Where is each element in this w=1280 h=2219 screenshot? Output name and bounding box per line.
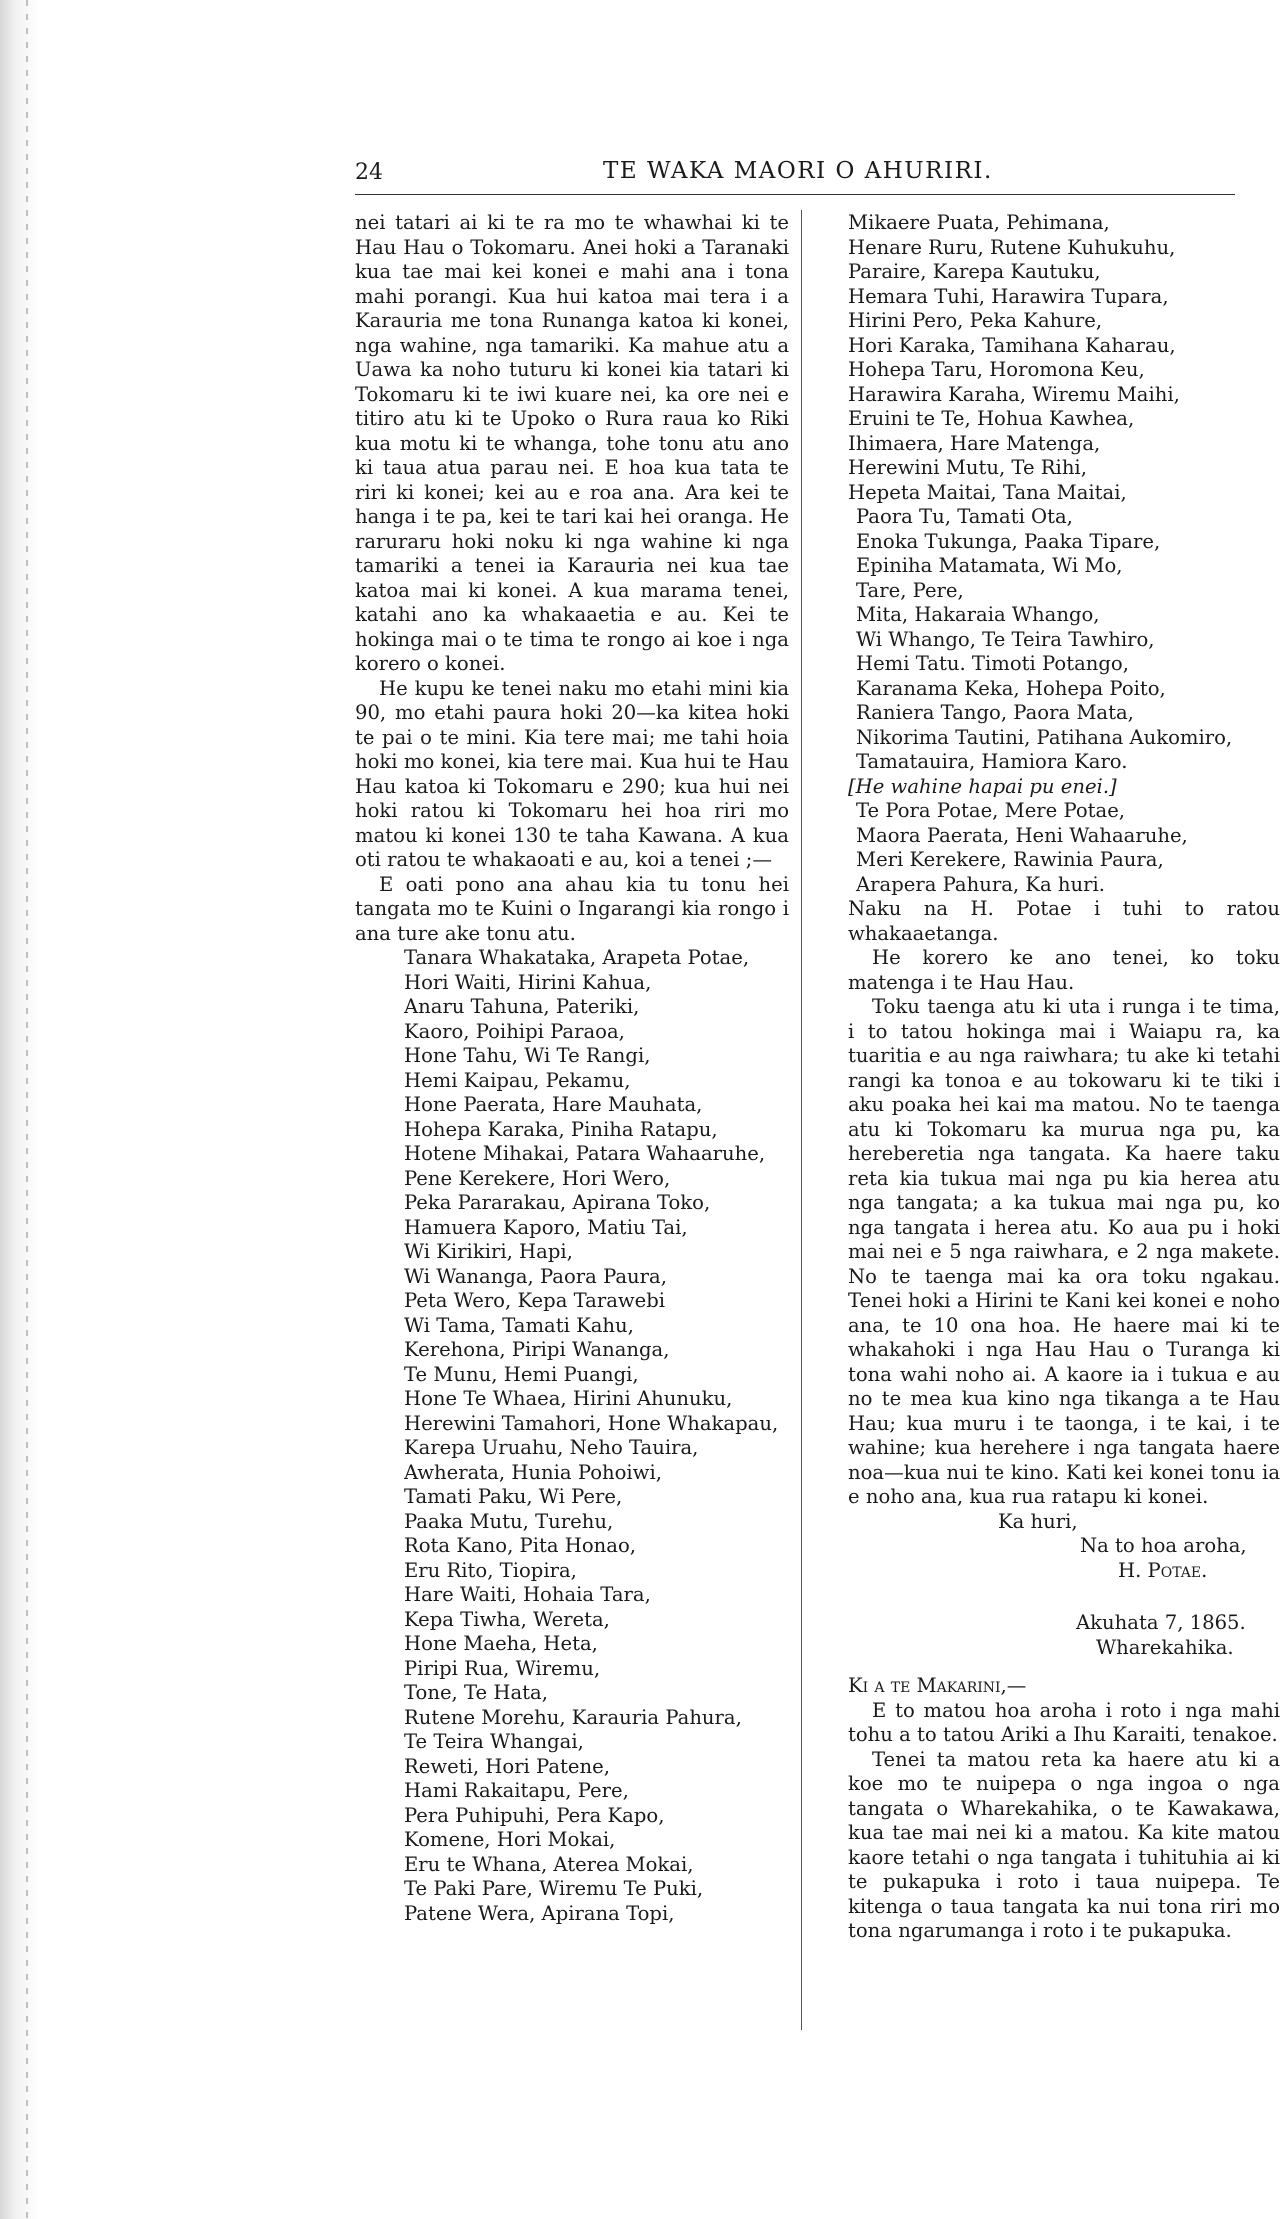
- list-item: Pene Kerekere, Hori Wero,: [404, 1166, 671, 1190]
- signature-closing: Ka huri,: [998, 1509, 1078, 1533]
- list-item: Hare Waiti, Hohaia Tara,: [404, 1583, 651, 1606]
- list-item: Rota Kano, Pita Honao,: [404, 1534, 636, 1557]
- list-item: Te Pora Potae, Mere Potae,: [856, 799, 1126, 822]
- list-item: Hohepa Taru, Horomona Keu,: [848, 358, 1145, 381]
- list-item: Wi Wananga, Paora Paura,: [404, 1264, 667, 1288]
- list-item: Kaoro, Poihipi Paraoa,: [404, 1019, 625, 1043]
- list-item: Tamati Paku, Wi Pere,: [404, 1485, 623, 1508]
- name-list: [355, 946, 789, 1926]
- paragraph: Naku na H. Potae i tuhi to ratou whakaaetanga.: [848, 897, 1280, 945]
- signature-valediction: Na to hoa aroha,: [1080, 1534, 1247, 1557]
- list-item: Peka Pararakau, Apirana Toko,: [404, 1191, 711, 1214]
- list-item: Mita, Hakaraia Whango,: [856, 603, 1100, 626]
- list-item: Arapera Pahura, Ka huri.: [856, 872, 1105, 896]
- list-item: Kepa Tiwha, Wereta,: [404, 1607, 610, 1631]
- list-item: Nikorima Tautini, Patihana Aukomiro,: [856, 725, 1233, 749]
- list-item: Tare, Pere,: [856, 578, 964, 602]
- paragraph: He korero ke ano tenei, ko toku matenga i te Hau Hau.: [848, 946, 1280, 994]
- list-item: Hori Waiti, Hirini Kahua,: [404, 970, 652, 994]
- page-number: 24: [355, 160, 383, 185]
- list-item: Patene Wera, Apirana Topi,: [404, 1901, 675, 1925]
- paragraph: E oati pono ana ahau kia tu tonu hei tangata mo te Kuini o Ingarangi kia rongo i ana ture ake tonu atu.: [355, 872, 789, 945]
- page-header: [355, 158, 1235, 194]
- list-item: Paaka Mutu, Turehu,: [404, 1509, 614, 1533]
- signature-name: H. Potae.: [1118, 1558, 1208, 1582]
- list-item: Mikaere Puata, Pehimana,: [848, 211, 1110, 234]
- list-item: Ihimaera, Hare Matenga,: [848, 431, 1101, 455]
- list-item: Hone Maeha, Heta,: [404, 1632, 598, 1655]
- list-item: Wi Kirikiri, Hapi,: [404, 1240, 573, 1263]
- list-item: Pera Puhipuhi, Pera Kapo,: [404, 1803, 665, 1827]
- header-rule: [355, 194, 1235, 195]
- list-item: Wi Tama, Tamati Kahu,: [404, 1313, 634, 1337]
- list-item: Hemi Kaipau, Pekamu,: [404, 1068, 631, 1092]
- list-item: Hori Karaka, Tamihana Kaharau,: [848, 333, 1176, 357]
- list-item: Hepeta Maitai, Tana Maitai,: [848, 480, 1127, 504]
- paragraph: nei tatari ai ki te ra mo te whawhai ki te Hau Hau o Tokomaru. Anei hoki a Taranaki kua tae mai kei konei e mahi ana i tona mahi porangi. Kua hui katoa mai tera i a Karauria me tona Runanga katoa ki konei, nga wahine, nga tamariki. Ka mahue atu a Uawa ka noho tuturu ki konei kia tatari ki Tokomaru ki te iwi kuare nei, ka ore nei e titiro atu ki te Upoko o Rura raua ko Riki kua motu ki te whanga, tohe tonu atu ano ki taua atua parau nei. E hoa kua tata te riri ki konei; kei au e roa ana. Ara kei te hanga i te pa, kei te tari kai hei oranga. He raruraru hoki noku ki nga wahine ki nga tamariki a tenei ia Karauria nei kua tae katoa mai ki konei. A kua marama tenei, katahi ano ka whakaaetia e au. Kei te hokinga mai o te tima te rongo ai koe i nga korero o konei.: [355, 211, 789, 675]
- right-column: [848, 211, 1280, 1944]
- list-item: Kerehona, Piripi Wananga,: [404, 1338, 670, 1361]
- list-item: Eru te Whana, Aterea Mokai,: [404, 1852, 694, 1876]
- list-item: Piripi Rua, Wiremu,: [404, 1656, 601, 1680]
- list-item: Hamuera Kaporo, Matiu Tai,: [404, 1215, 688, 1239]
- paragraph: E to matou hoa aroha i roto i nga mahi tohu a to tatou Ariki a Ihu Karaiti, tenakoe.: [848, 1698, 1280, 1746]
- paragraph: He kupu ke tenei naku mo etahi mini kia 90, mo etahi paura hoki 20—ka kitea hoki te pai o te mini. Kia tere mai; me tahi hoia hoki mo konei, kia tere mai. Kua hui te Hau Hau katoa ki Tokomaru e 290; kua hui nei hoki ratou ki Tokomaru hei hoa riri mo matou ki konei 130 te taha Kawana. A kua oti ratou te whakaoati e au, koi a tenei ;—: [355, 676, 789, 871]
- list-item: Raniera Tango, Paora Mata,: [856, 701, 1134, 724]
- list-item: Tone, Te Hata,: [404, 1681, 548, 1704]
- column-rule: [801, 210, 802, 2030]
- list-item: Rutene Morehu, Karauria Pahura,: [404, 1705, 742, 1729]
- running-title: TE WAKA MAORI O AHURIRI.: [603, 158, 993, 184]
- paragraph: Toku taenga atu ki uta i runga i te tima, i to tatou hokinga mai i Waiapu ra, ka tuaritia e au nga raiwhara; tu ake ki tetahi rangi ka tonoa e au tokowaru ki te tiki i aku poaka hei kai ma matou. No te taenga atu ki Tokomaru ka murua nga pu, ka hereberetia nga tangata. Ka haere taku reta kia tukua mai nga pu kia herea atu nga tangata; a ka tukua mai nga pu, ko nga tangata i herea atu. Ko aua pu i hoki mai nei e 5 nga raiwhara, e 2 nga makete. No te taenga mai ka ora toku ngakau. Tenei hoki a Hirini te Kani kei konei e noho ana, te 10 ona hoa. He haere mai ki te whakahoki i nga Hau Hau o Turanga ki tona wahi noho ai. A kaore ia i tukua e au no te mea kua kino nga tikanga a te Hau Hau; kua muru i te taonga, i te kai, i te wahine; kua herehere i nga tangata haere noa—kua nui te kino. Kati kei konei tonu ia e noho ana, kua rua ratapu ki konei.: [848, 995, 1280, 1508]
- list-item: Herewini Mutu, Te Rihi,: [848, 456, 1087, 479]
- left-column: [355, 211, 789, 1926]
- salutation: Ki a te Makarini,—: [848, 1674, 1027, 1697]
- list-item: Awherata, Hunia Pohoiwi,: [404, 1460, 662, 1484]
- list-item: Harawira Karaha, Wiremu Maihi,: [848, 382, 1180, 406]
- list-item: Te Munu, Hemi Puangi,: [404, 1362, 639, 1386]
- list-item: Komene, Hori Mokai,: [404, 1828, 616, 1851]
- list-item: Peta Wero, Kepa Tarawebi: [404, 1289, 666, 1312]
- list-item: Karepa Uruahu, Neho Tauira,: [404, 1436, 699, 1459]
- list-item: Henare Ruru, Rutene Kuhukuhu,: [848, 235, 1176, 259]
- list-item: Tanara Whakataka, Arapeta Potae,: [404, 946, 750, 969]
- paragraph: Tenei ta matou reta ka haere atu ki a koe mo te nuipepa o nga ingoa o nga tangata o Wharekahika, o te Kawakawa, kua tae mai nei ki a matou. Ka kite matou kaore tetahi o nga tangata i tuhituhia ai ki te pukapuka i roto i taua nuipepa. Te kitenga o taua tangata ka nui tona riri mo tona ngarumanga i roto i te pukapuka.: [848, 1747, 1280, 1942]
- list-item: Herewini Tamahori, Hone Whakapau,: [404, 1411, 779, 1435]
- list-item: Karanama Keka, Hohepa Poito,: [856, 676, 1166, 700]
- binding-shadow: [26, 0, 28, 2219]
- letter-date: Akuhata 7, 1865.: [1076, 1611, 1246, 1634]
- list-item: Hemi Tatu. Timoti Potango,: [856, 652, 1129, 675]
- list-item: Hami Rakaitapu, Pere,: [404, 1779, 629, 1802]
- list-item: Paora Tu, Tamati Ota,: [856, 505, 1073, 528]
- list-item: Te Teira Whangai,: [404, 1730, 584, 1753]
- page-edge: [0, 0, 40, 2219]
- list-item: Eruini te Te, Hohua Kawhea,: [848, 407, 1135, 430]
- list-item: Paraire, Karepa Kautuku,: [848, 260, 1101, 283]
- name-list: [848, 211, 1280, 897]
- list-item: Eru Rito, Tiopira,: [404, 1558, 577, 1582]
- list-item: Hohepa Karaka, Piniha Ratapu,: [404, 1117, 718, 1141]
- list-item: Anaru Tahuna, Pateriki,: [404, 995, 640, 1018]
- list-item: Hone Paerata, Hare Mauhata,: [404, 1093, 703, 1116]
- list-item: Hone Tahu, Wi Te Rangi,: [404, 1044, 651, 1067]
- list-item: Enoka Tukunga, Paaka Tipare,: [856, 529, 1161, 553]
- list-item: Maora Paerata, Heni Wahaaruhe,: [856, 823, 1188, 847]
- list-item: Wi Whango, Te Teira Tawhiro,: [856, 627, 1155, 651]
- list-item: Hotene Mihakai, Patara Wahaaruhe,: [404, 1142, 766, 1165]
- letter-place: Wharekahika.: [1096, 1635, 1234, 1659]
- list-item: Hirini Pero, Peka Kahure,: [848, 309, 1103, 332]
- list-item: Reweti, Hori Patene,: [404, 1754, 610, 1778]
- list-item: Te Paki Pare, Wiremu Te Puki,: [404, 1877, 704, 1900]
- list-item: Hemara Tuhi, Harawira Tupara,: [848, 284, 1169, 308]
- bracketed-note: [He wahine hapai pu enei.]: [848, 774, 1117, 798]
- list-item: Tamatauira, Hamiora Karo.: [856, 750, 1128, 773]
- list-item: Hone Te Whaea, Hirini Ahunuku,: [404, 1387, 733, 1410]
- list-item: Epiniha Matamata, Wi Mo,: [856, 554, 1123, 577]
- list-item: Meri Kerekere, Rawinia Paura,: [856, 848, 1164, 871]
